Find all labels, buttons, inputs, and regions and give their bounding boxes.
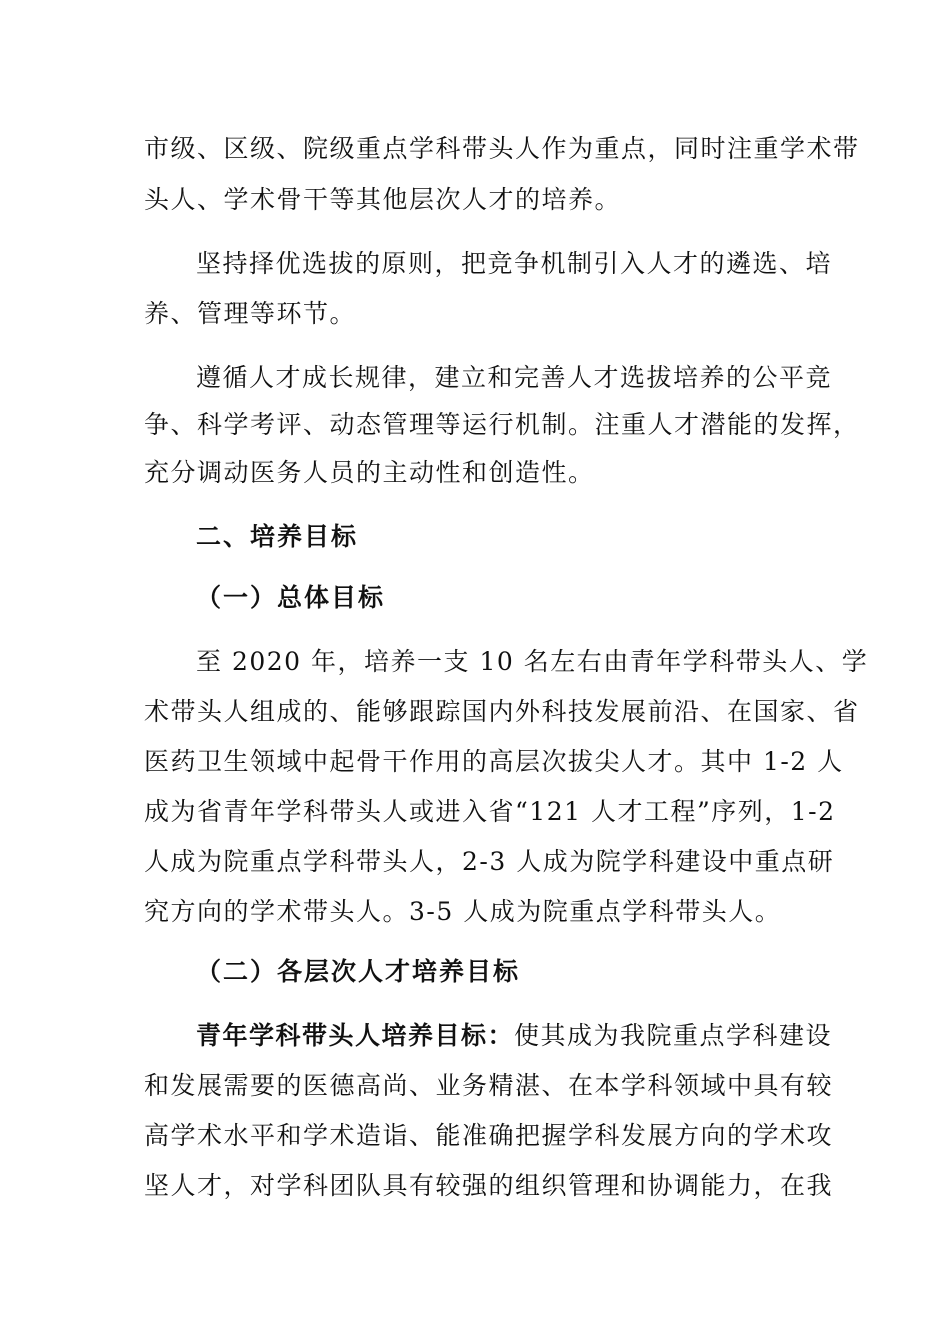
paragraph-line: 术带头人组成的、能够跟踪国内外科技发展前沿、在国家、省	[144, 697, 860, 726]
paragraph-line: 成为省青年学科带头人或进入省“121 人才工程”序列，1-2	[144, 797, 836, 826]
paragraph-line: 至 2020 年，培养一支 10 名左右由青年学科带头人、学	[196, 647, 869, 676]
paragraph-line: 人成为院重点学科带头人，2-3 人成为院学科建设中重点研	[144, 847, 835, 876]
subheading-levels: （二）各层次人才培养目标	[196, 957, 521, 986]
paragraph-line: 头人、学术骨干等其他层次人才的培养。	[144, 185, 622, 214]
young-leader-label: 青年学科带头人培养目标：	[196, 1021, 515, 1050]
section-heading: 二、培养目标	[196, 522, 359, 551]
paragraph-line: 争、科学考评、动态管理等运行机制。注重人才潜能的发挥，	[144, 410, 860, 439]
paragraph-line: 究方向的学术带头人。3-5 人成为院重点学科带头人。	[144, 897, 782, 926]
paragraph-line: 市级、区级、院级重点学科带头人作为重点，同时注重学术带	[144, 134, 860, 163]
paragraph-line-lead	[196, 1018, 833, 1054]
subheading-overall: （一）总体目标	[196, 583, 386, 612]
paragraph-line: 和发展需要的医德高尚、业务精湛、在本学科领域中具有较	[144, 1071, 834, 1100]
paragraph-line: 坚持择优选拔的原则，把竞争机制引入人才的遴选、培	[196, 249, 833, 278]
paragraph-line: 高学术水平和学术造诣、能准确把握学科发展方向的学术攻	[144, 1121, 834, 1150]
paragraph-line: 坚人才，对学科团队具有较强的组织管理和协调能力，在我	[144, 1171, 834, 1200]
paragraph-line: 充分调动医务人员的主动性和创造性。	[144, 458, 595, 487]
young-leader-text: 使其成为我院重点学科建设	[514, 1021, 833, 1050]
paragraph-line: 养、管理等环节。	[144, 299, 357, 328]
paragraph-line: 医药卫生领域中起骨干作用的高层次拔尖人才。其中 1-2 人	[144, 747, 844, 776]
paragraph-line: 遵循人才成长规律，建立和完善人才选拔培养的公平竞	[196, 363, 833, 392]
